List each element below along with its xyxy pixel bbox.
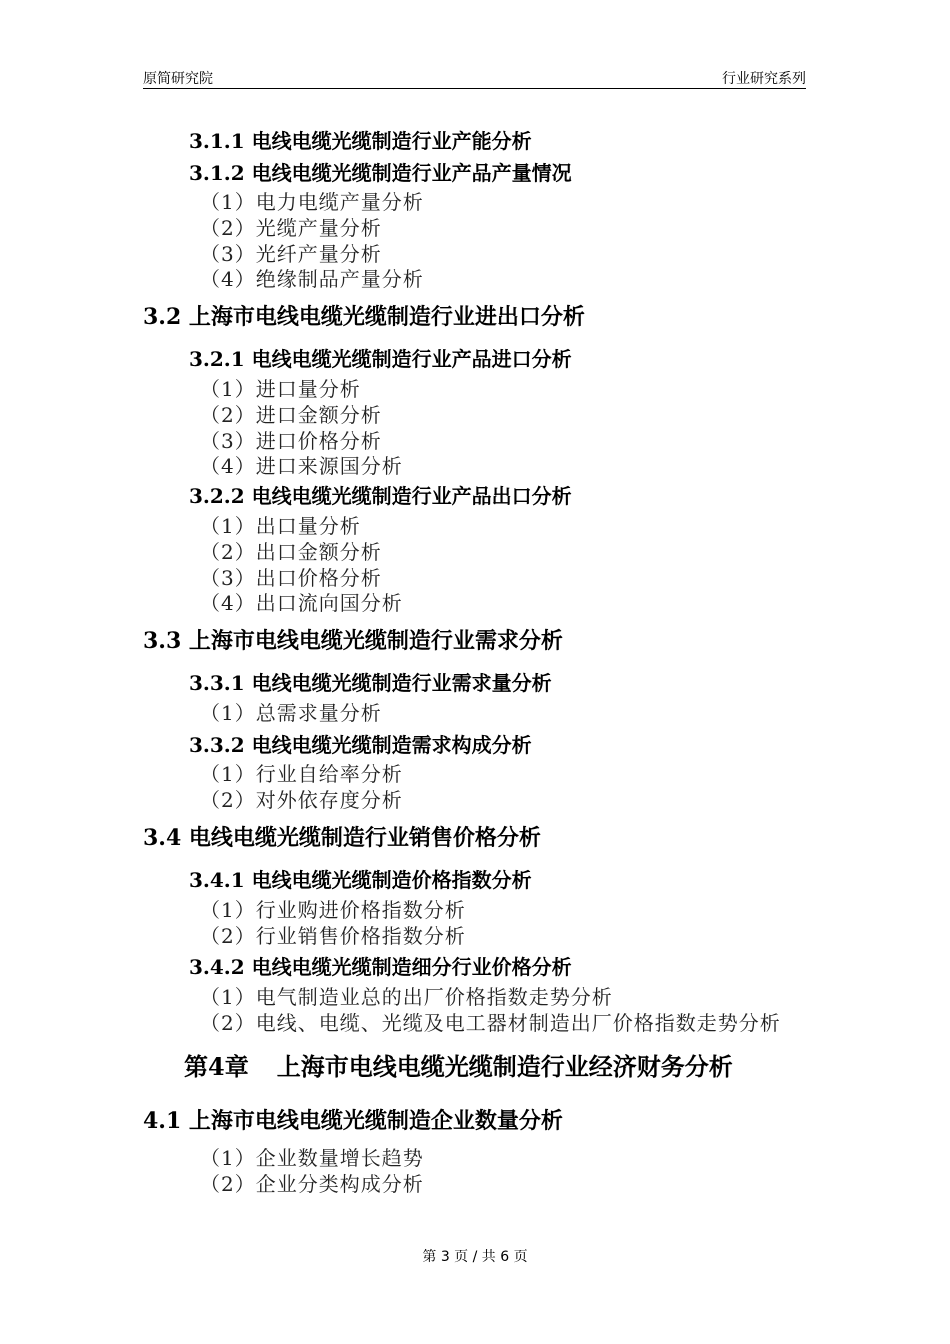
toc-item: （1）总需求量分析: [200, 701, 382, 725]
toc-item: （2）行业销售价格指数分析: [200, 924, 466, 948]
header-publisher: 原简研究院: [143, 71, 213, 87]
toc-item: （3）光纤产量分析: [200, 242, 382, 266]
toc-item: （2）进口金额分析: [200, 403, 382, 427]
toc-item: （4）出口流向国分析: [200, 591, 403, 615]
toc-entry-3-2-1: 3.2.1 电线电缆光缆制造行业产品进口分析: [189, 347, 572, 371]
toc-entry-3-3-2: 3.3.2 电线电缆光缆制造需求构成分析: [189, 733, 532, 757]
toc-item: （1）电气制造业总的出厂价格指数走势分析: [200, 985, 613, 1009]
toc-entry-3-3-1: 3.3.1 电线电缆光缆制造行业需求量分析: [189, 671, 552, 695]
toc-item: （2）出口金额分析: [200, 540, 382, 564]
toc-entry-4-1: 4.1 上海市电线电缆光缆制造企业数量分析: [143, 1108, 563, 1134]
page-header: [143, 66, 806, 89]
chapter-title: 上海市电线电缆光缆制造行业经济财务分析: [276, 1052, 733, 1081]
toc-item: （2）电线、电缆、光缆及电工器材制造出厂价格指数走势分析: [200, 1011, 781, 1035]
toc-entry-3-2: 3.2 上海市电线电缆光缆制造行业进出口分析: [143, 304, 585, 330]
toc-item: （1）电力电缆产量分析: [200, 190, 424, 214]
toc-item: （1）行业自给率分析: [200, 762, 403, 786]
toc-entry-3-3: 3.3 上海市电线电缆光缆制造行业需求分析: [143, 628, 563, 654]
toc-item: （2）对外依存度分析: [200, 788, 403, 812]
toc-entry-3-1-2: 3.1.2 电线电缆光缆制造行业产品产量情况: [189, 161, 572, 185]
toc-item: （4）绝缘制品产量分析: [200, 267, 424, 291]
toc-entry-3-1-1: 3.1.1 电线电缆光缆制造行业产能分析: [189, 129, 532, 153]
toc-item: （1）企业数量增长趋势: [200, 1146, 424, 1170]
chapter-label: 第4章: [184, 1052, 249, 1081]
toc-entry-3-4-2: 3.4.2 电线电缆光缆制造细分行业价格分析: [189, 955, 572, 979]
toc-item: （1）行业购进价格指数分析: [200, 898, 466, 922]
toc-entry-3-4: 3.4 电线电缆光缆制造行业销售价格分析: [143, 825, 541, 851]
toc-entry-3-2-2: 3.2.2 电线电缆光缆制造行业产品出口分析: [189, 484, 572, 508]
toc-item: （1）出口量分析: [200, 514, 361, 538]
toc-entry-3-4-1: 3.4.1 电线电缆光缆制造价格指数分析: [189, 868, 532, 892]
toc-item: （3）进口价格分析: [200, 429, 382, 453]
header-series: 行业研究系列: [722, 71, 806, 87]
toc-item: （2）光缆产量分析: [200, 216, 382, 240]
toc-item: （2）企业分类构成分析: [200, 1172, 424, 1196]
page-footer: 第 3 页 / 共 6 页: [422, 1249, 528, 1265]
toc-item: （1）进口量分析: [200, 377, 361, 401]
toc-item: （3）出口价格分析: [200, 566, 382, 590]
toc-chapter-4: [184, 1047, 733, 1082]
toc-item: （4）进口来源国分析: [200, 454, 403, 478]
